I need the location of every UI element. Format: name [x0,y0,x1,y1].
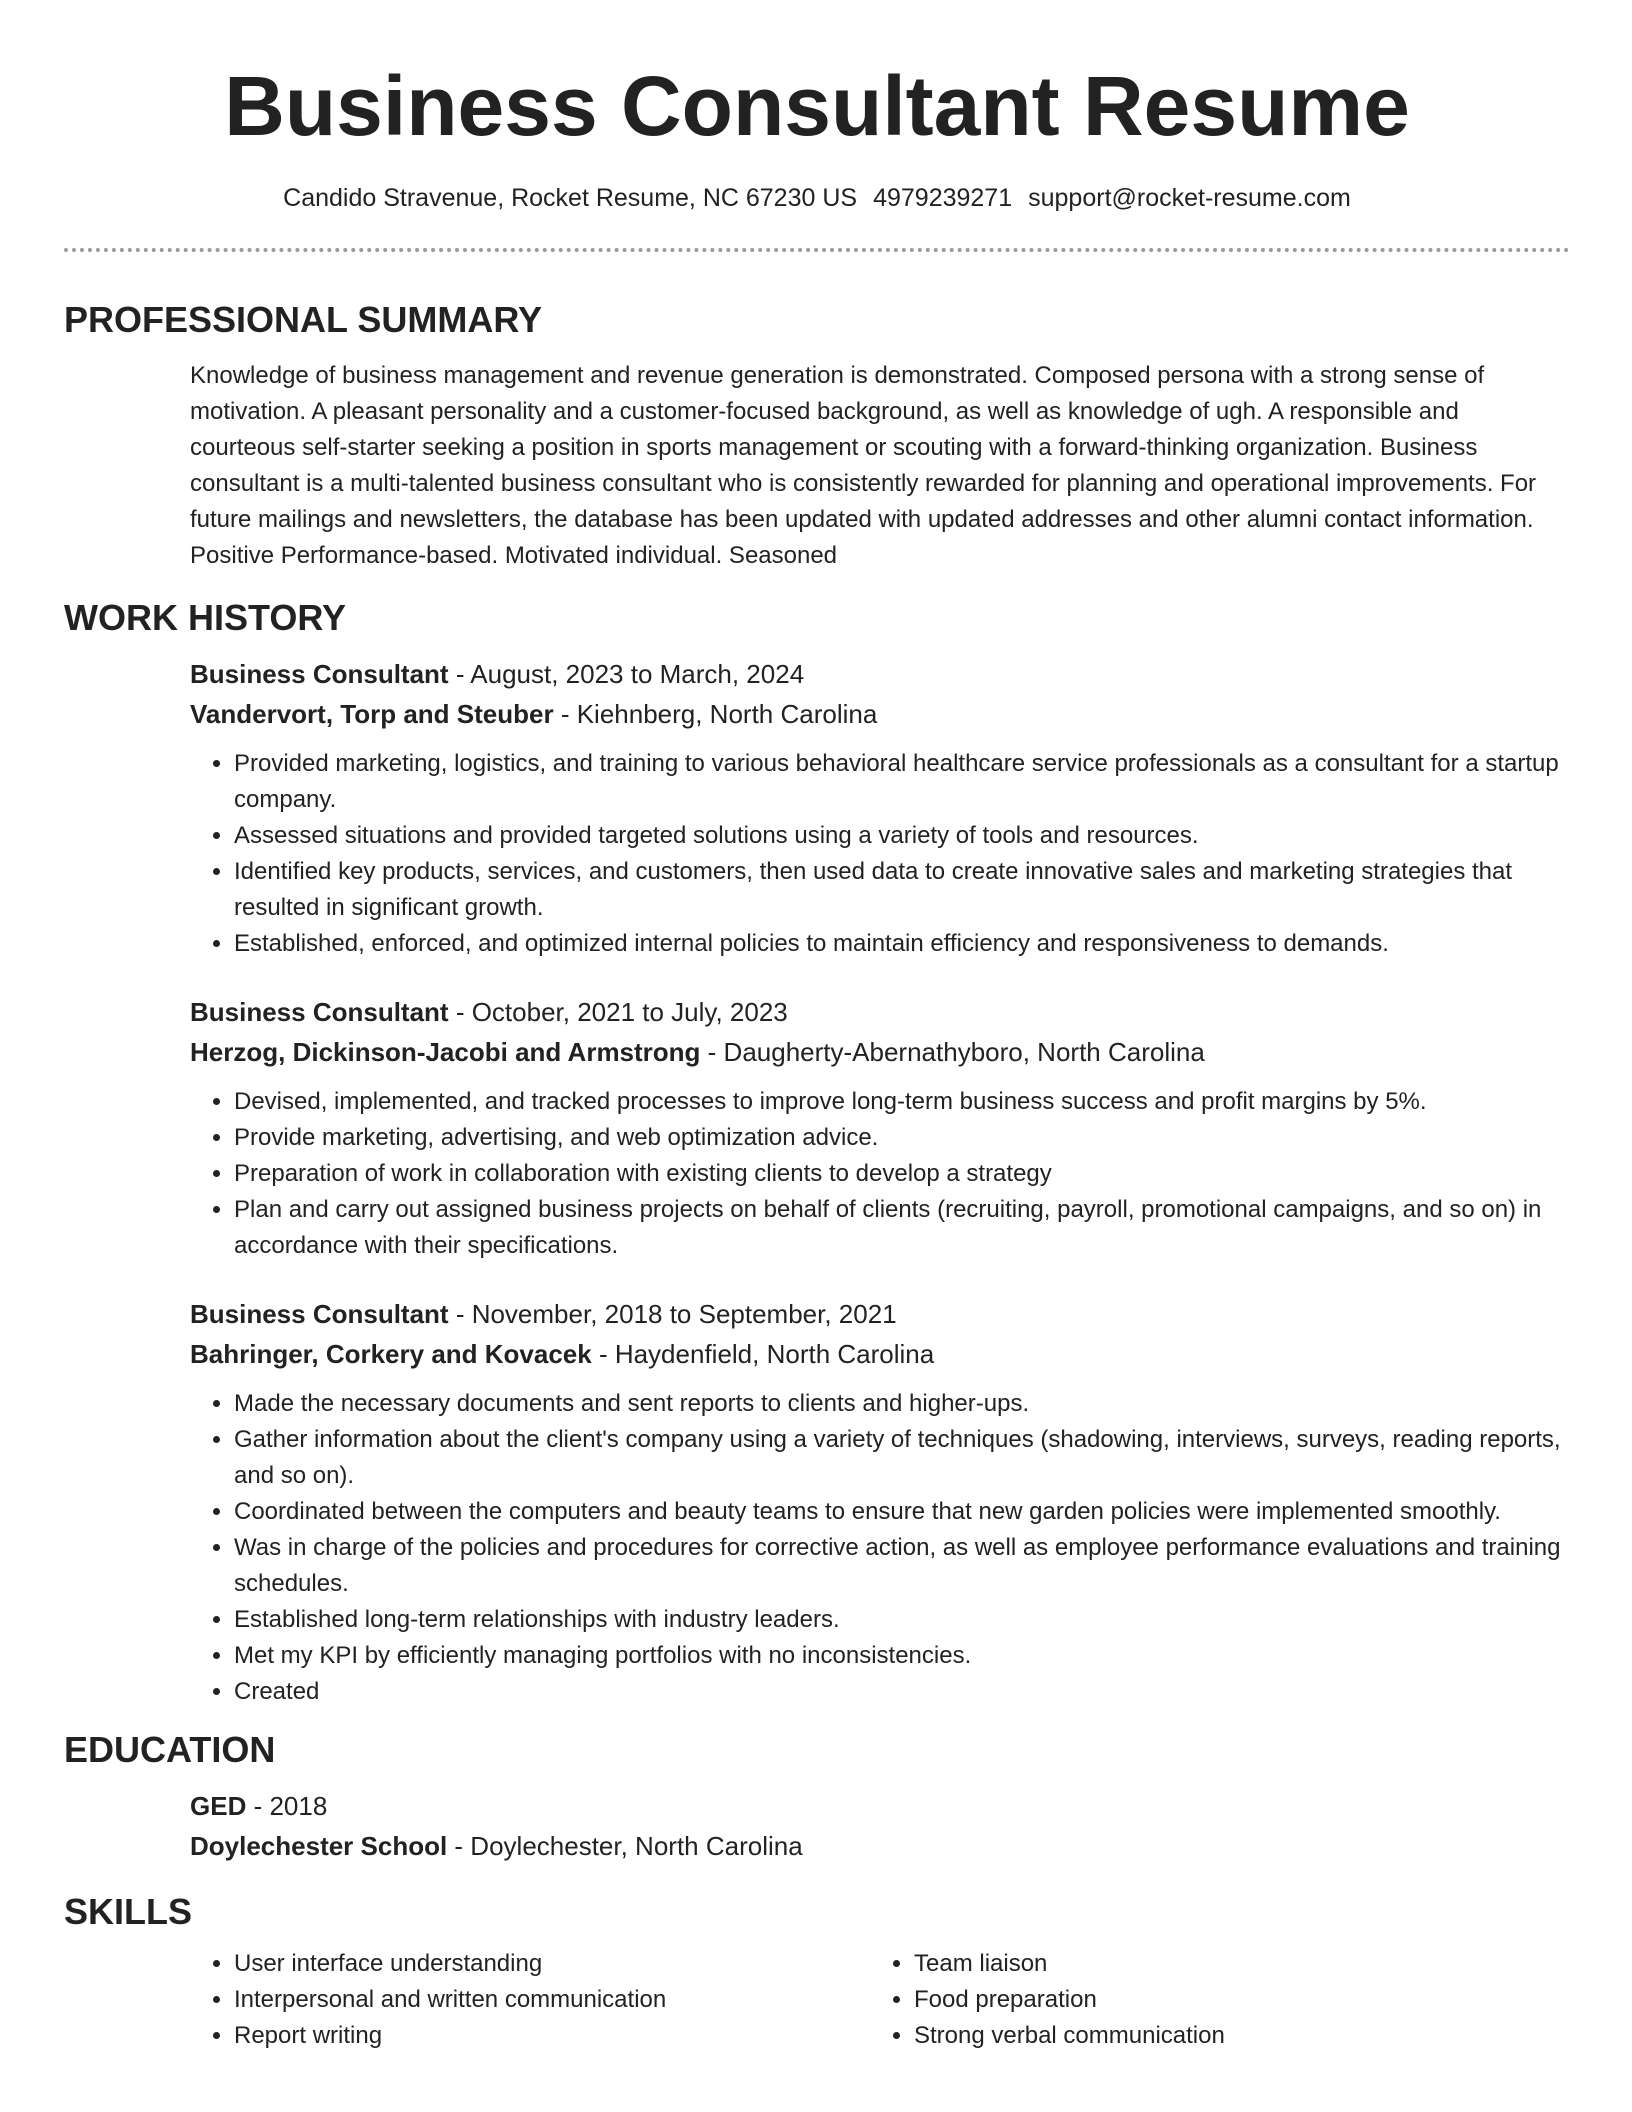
list-item: • User interface understanding [234,1946,870,1982]
job-title: Business Consultant [190,997,449,1027]
job-company: Vandervort, Torp and Steuber [190,699,554,729]
job-dates: - November, 2018 to September, 2021 [448,1299,897,1329]
job-entry [190,654,1570,962]
degree-line [190,1786,1570,1826]
contact-line [64,182,1570,214]
job-title: Business Consultant [190,1299,449,1329]
education-entry [190,1786,1570,1866]
job-entry [190,992,1570,1264]
dotted-divider [64,248,1570,252]
job-location: - Haydenfield, North Carolina [591,1339,935,1369]
degree-year: - 2018 [246,1791,328,1821]
school-line [190,1826,1570,1866]
job-company: Herzog, Dickinson-Jacobi and Armstrong [190,1037,701,1067]
contact-address: Candido Stravenue, Rocket Resume, NC 67230 US [283,184,858,212]
list-item: • Established, enforced, and optimized internal policies to maintain efficiency and responsiveness to demands. [234,926,1570,962]
job-location: - Daugherty-Abernathyboro, North Carolina [700,1037,1205,1067]
resume-page [64,0,1570,2054]
list-item: • Gather information about the client's company using a variety of techniques (shadowing, interviews, surveys, reading reports, and so on). [234,1422,1570,1494]
list-item: • Interpersonal and written communication [234,1982,870,2018]
list-item: • Strong verbal communication [914,2018,1550,2054]
list-item: • Was in charge of the policies and procedures for corrective action, as well as employee performance evaluations and training schedules. [234,1530,1570,1602]
list-item: • Food preparation [914,1982,1550,2018]
job-company-line [190,1334,1570,1374]
school-location: - Doylechester, North Carolina [447,1831,803,1861]
job-title: Business Consultant [190,659,449,689]
skills-column-right [870,1946,1550,2054]
education-heading: EDUCATION [64,1729,276,1770]
list-item: • Plan and carry out assigned business projects on behalf of clients (recruiting, payroll, promotional campaigns, and so on) in accordance with their specifications. [234,1192,1570,1264]
job-bullets [190,746,1570,962]
list-item: • Met my KPI by efficiently managing portfolios with no inconsistencies. [234,1638,1570,1674]
contact-phone: 4979239271 [873,184,1013,212]
job-company-line [190,1032,1570,1072]
job-entry [190,1294,1570,1710]
contact-email: support@rocket-resume.com [1028,184,1351,212]
list-item: • Identified key products, services, and customers, then used data to create innovative sales and marketing strategies that resulted in significant growth. [234,854,1570,926]
job-company-line [190,694,1570,734]
list-item: • Coordinated between the computers and beauty teams to ensure that new garden policies were implemented smoothly. [234,1494,1570,1530]
job-title-line [190,654,1570,694]
school-name: Doylechester School [190,1831,448,1861]
list-item: • Provide marketing, advertising, and web optimization advice. [234,1120,1570,1156]
job-bullets [190,1386,1570,1710]
job-title-line [190,1294,1570,1334]
list-item: • Report writing [234,2018,870,2054]
summary-heading: PROFESSIONAL SUMMARY [64,299,543,340]
work-history-heading: WORK HISTORY [64,597,347,638]
summary-text: Knowledge of business management and revenue generation is demonstrated. Composed persona with a strong sense of motivation. A pleasant personality and a customer-focused background, as well as knowledge of ugh. A responsible and courteous self-starter seeking a position in sports management or scouting with a forward-thinking organization. Business consultant is a multi-talented business consultant who is consistently rewarded for planning and operational improvements. For future mailings and newsletters, the database has been updated with updated addresses and other alumni contact information. Positive Performance-based. Motivated individual. Seasoned [190,362,1537,569]
list-item: • Preparation of work in collaboration with existing clients to develop a strategy [234,1156,1570,1192]
list-item: • Established long-term relationships with industry leaders. [234,1602,1570,1638]
skills-column-left [190,1946,870,2054]
job-bullets [190,1084,1570,1264]
list-item: • Created [234,1674,1570,1710]
job-company: Bahringer, Corkery and Kovacek [190,1339,592,1369]
skills-list [190,1946,1570,2054]
list-item: • Team liaison [914,1946,1550,1982]
job-location: - Kiehnberg, North Carolina [553,699,878,729]
resume-title: Business Consultant Resume [224,59,1410,153]
job-dates: - August, 2023 to March, 2024 [448,659,805,689]
list-item: • Provided marketing, logistics, and training to various behavioral healthcare service professionals as a consultant for a startup company. [234,746,1570,818]
list-item: • Devised, implemented, and tracked processes to improve long-term business success and profit margins by 5%. [234,1084,1570,1120]
job-title-line [190,992,1570,1032]
skills-heading: SKILLS [64,1891,193,1932]
degree: GED [190,1791,247,1821]
list-item: • Made the necessary documents and sent reports to clients and higher-ups. [234,1386,1570,1422]
list-item: • Assessed situations and provided targeted solutions using a variety of tools and resources. [234,818,1570,854]
job-dates: - October, 2021 to July, 2023 [448,997,788,1027]
